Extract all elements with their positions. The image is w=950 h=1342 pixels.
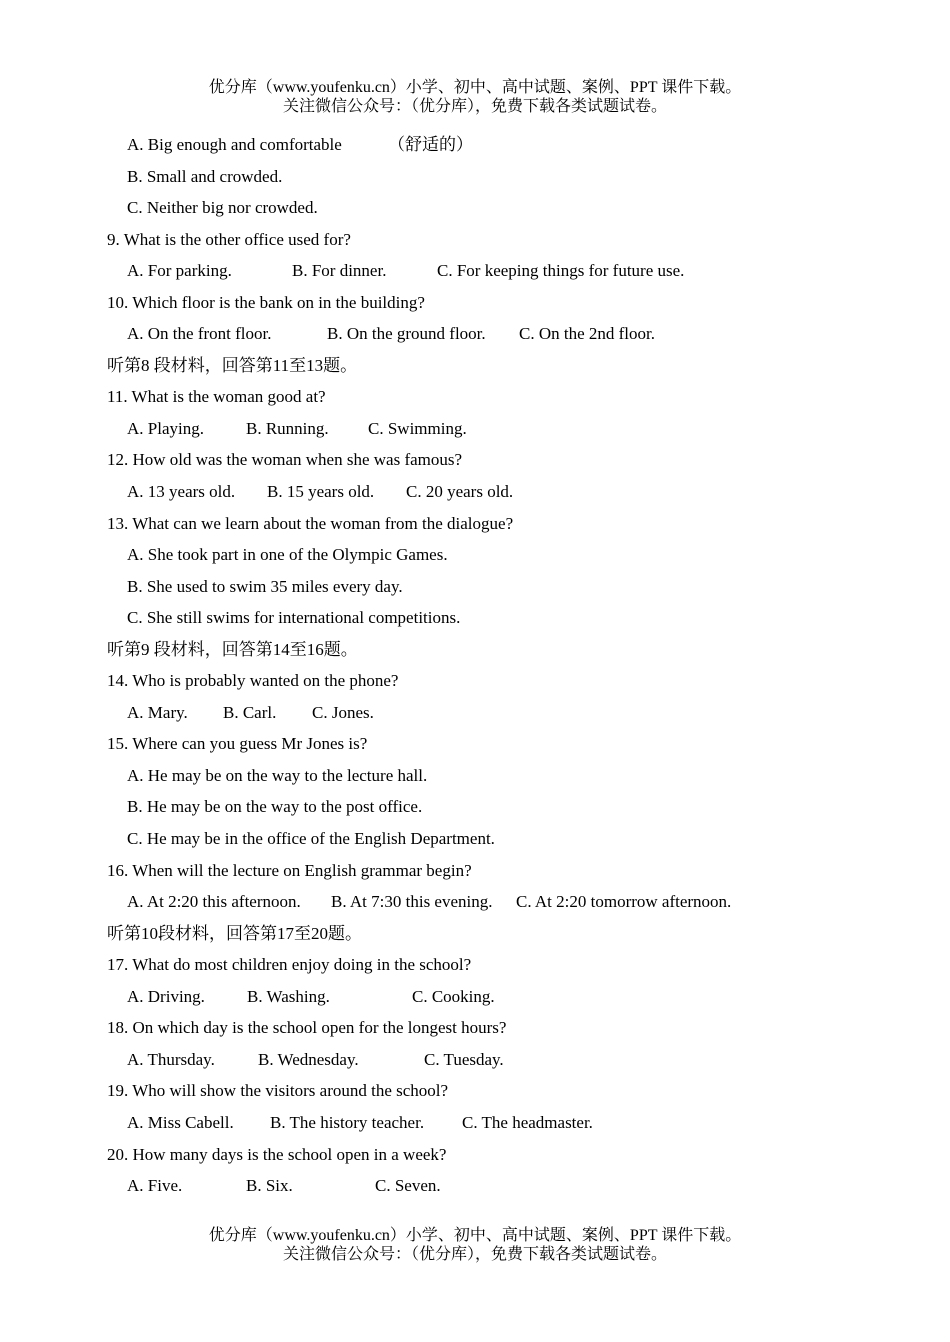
option-text: C. The headmaster. — [462, 1112, 593, 1132]
question-line — [0, 734, 950, 766]
option-line — [0, 829, 950, 861]
question-line — [0, 387, 950, 419]
question-text: 20. How many days is the school open in a week? — [107, 1144, 447, 1164]
option-text: B. Small and crowded. — [127, 166, 283, 186]
option-text: B. On the ground floor. — [327, 324, 486, 344]
exam-content — [0, 135, 950, 1208]
question-text: 11. What is the woman good at? — [107, 387, 326, 407]
question-text: 10. Which floor is the bank on in the building? — [107, 292, 425, 312]
option-line — [0, 198, 950, 230]
option-text: C. Jones. — [312, 702, 374, 722]
option-line — [0, 419, 950, 451]
question-text: 12. How old was the woman when she was famous? — [107, 450, 463, 470]
option-text: B. For dinner. — [292, 261, 387, 281]
section-text: 听第8 段材料，回答第11至13题。 — [107, 355, 358, 375]
question-text: 19. Who will show the visitors around the school? — [107, 1081, 449, 1101]
question-line — [0, 1145, 950, 1177]
question-text: 14. Who is probably wanted on the phone? — [107, 671, 399, 691]
option-text: B. The history teacher. — [270, 1112, 425, 1132]
option-text: B. She used to swim 35 miles every day. — [127, 576, 403, 596]
option-line — [0, 766, 950, 798]
option-line — [0, 324, 950, 356]
section-instruction — [0, 356, 950, 388]
question-text: 13. What can we learn about the woman from the dialogue? — [107, 513, 514, 533]
option-text: A. At 2:20 this afternoon. — [127, 892, 301, 912]
option-text: C. For keeping things for future use. — [437, 261, 685, 281]
option-text: A. She took part in one of the Olympic Games. — [127, 545, 448, 565]
header-line-1: 优分库（www.youfenku.cn）小学、初中、高中试题、案例、PPT 课件下载。 — [208, 79, 742, 96]
option-text: A. He may be on the way to the lecture hall. — [127, 765, 428, 785]
option-text: A. Playing. — [127, 418, 204, 438]
page-header — [0, 78, 950, 116]
section-text: 听第10段材料，回答第17至20题。 — [107, 923, 362, 943]
question-line — [0, 230, 950, 262]
option-text: C. Cooking. — [412, 986, 495, 1006]
option-text: C. At 2:20 tomorrow afternoon. — [516, 892, 732, 912]
option-text: A. Mary. — [127, 702, 188, 722]
option-line — [0, 261, 950, 293]
page-footer — [0, 1226, 950, 1264]
option-line — [0, 1113, 950, 1145]
option-text: A. For parking. — [127, 261, 232, 281]
option-text: C. Neither big nor crowded. — [127, 198, 318, 218]
question-line — [0, 450, 950, 482]
option-line — [0, 1050, 950, 1082]
option-text: C. On the 2nd floor. — [519, 324, 655, 344]
option-text: （舒适的） — [388, 135, 473, 154]
option-line — [0, 797, 950, 829]
option-text: A. Big enough and comfortable — [127, 135, 342, 154]
footer-line-1: 优分库（www.youfenku.cn）小学、初中、高中试题、案例、PPT 课件下载。 — [208, 1227, 742, 1244]
question-line — [0, 1018, 950, 1050]
option-text: C. He may be in the office of the English Department. — [127, 829, 495, 849]
option-text: A. Thursday. — [127, 1049, 215, 1069]
option-text: C. Tuesday. — [424, 1049, 504, 1069]
option-text: B. Running. — [246, 418, 329, 438]
option-line — [0, 703, 950, 735]
option-text: A. Miss Cabell. — [127, 1112, 234, 1132]
option-text: A. 13 years old. — [127, 482, 236, 502]
question-text: 9. What is the other office used for? — [107, 229, 351, 249]
question-line — [0, 1081, 950, 1113]
option-text: B. Wednesday. — [258, 1049, 359, 1069]
option-text: C. She still swims for international competitions. — [127, 608, 461, 628]
option-text: C. 20 years old. — [406, 482, 514, 502]
option-line — [0, 545, 950, 577]
footer-line-2: 关注微信公众号：（优分库），免费下载各类试题试卷。 — [282, 1246, 667, 1263]
question-line — [0, 671, 950, 703]
option-text: A. Driving. — [127, 986, 205, 1006]
option-line — [0, 987, 950, 1019]
option-text: A. Five. — [127, 1176, 183, 1196]
question-text: 15. Where can you guess Mr Jones is? — [107, 734, 368, 754]
option-text: B. He may be on the way to the post office. — [127, 797, 423, 817]
question-text: 17. What do most children enjoy doing in the school? — [107, 955, 472, 975]
question-text: 16. When will the lecture on English grammar begin? — [107, 860, 472, 880]
option-line — [0, 577, 950, 609]
question-line — [0, 955, 950, 987]
section-instruction — [0, 640, 950, 672]
section-text: 听第9 段材料，回答第14至16题。 — [107, 639, 358, 659]
question-text: 18. On which day is the school open for the longest hours? — [107, 1018, 507, 1038]
option-text: A. On the front floor. — [127, 324, 272, 344]
option-line — [0, 608, 950, 640]
question-line — [0, 293, 950, 325]
option-text: C. Swimming. — [368, 418, 467, 438]
option-text: B. Carl. — [223, 702, 277, 722]
section-instruction — [0, 924, 950, 956]
option-text: B. At 7:30 this evening. — [331, 892, 493, 912]
header-line-2: 关注微信公众号：（优分库），免费下载各类试题试卷。 — [282, 98, 667, 115]
question-line — [0, 861, 950, 893]
option-line — [0, 1176, 950, 1208]
option-text: B. Six. — [246, 1176, 293, 1196]
option-line — [0, 135, 950, 167]
option-line — [0, 892, 950, 924]
option-line — [0, 482, 950, 514]
option-line — [0, 167, 950, 199]
option-text: C. Seven. — [375, 1176, 441, 1196]
option-text: B. 15 years old. — [267, 482, 375, 502]
question-line — [0, 514, 950, 546]
option-text: B. Washing. — [247, 986, 330, 1006]
